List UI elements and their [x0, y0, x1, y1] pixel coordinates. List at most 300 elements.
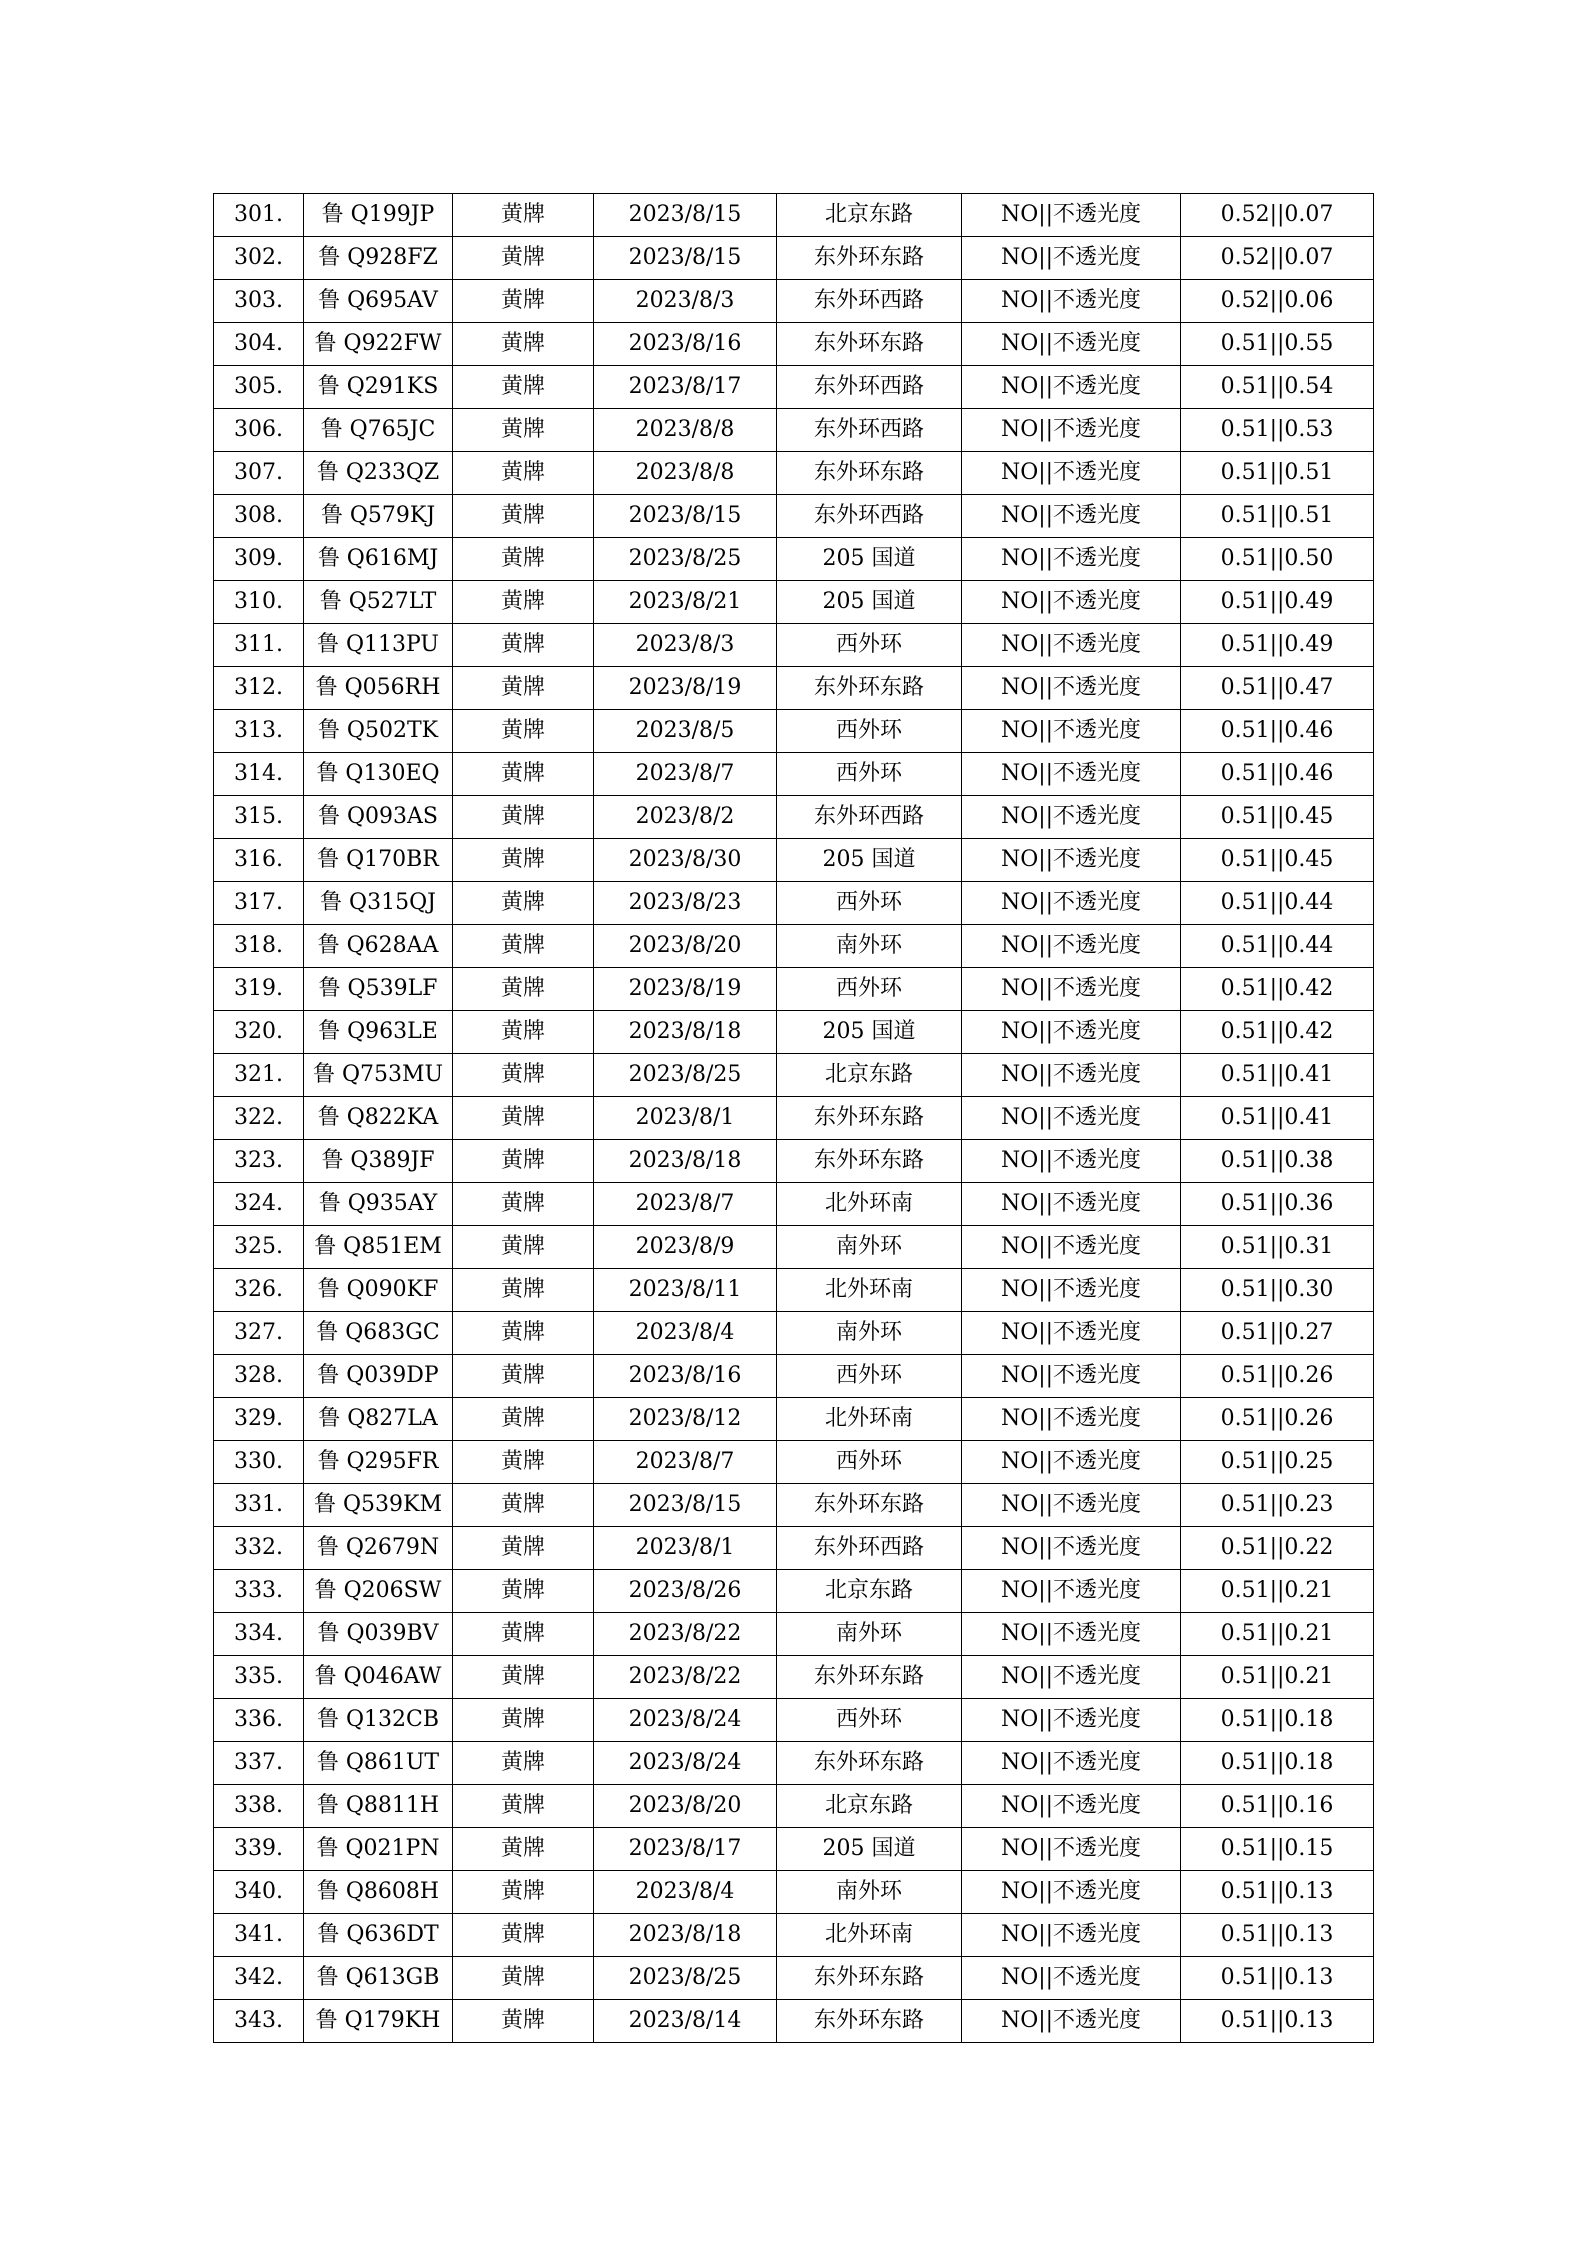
road-cell: 北外环南	[777, 1914, 962, 1957]
test-item-cell: NO||不透光度	[962, 1742, 1181, 1785]
plate-number-cell: 鲁 Q527LT	[304, 581, 453, 624]
test-item-cell: NO||不透光度	[962, 796, 1181, 839]
test-value-cell: 0.51||0.21	[1181, 1570, 1374, 1613]
road-cell: 南外环	[777, 1613, 962, 1656]
road-cell: 西外环	[777, 968, 962, 1011]
date-cell: 2023/8/4	[594, 1871, 777, 1914]
plate-number-cell: 鲁 Q315QJ	[304, 882, 453, 925]
test-value-cell: 0.51||0.53	[1181, 409, 1374, 452]
row-number-cell: 329.	[214, 1398, 304, 1441]
road-cell: 南外环	[777, 1871, 962, 1914]
table-row	[214, 538, 1374, 581]
road-cell: 北外环南	[777, 1183, 962, 1226]
table-row	[214, 796, 1374, 839]
road-cell: 东外环东路	[777, 1097, 962, 1140]
date-cell: 2023/8/9	[594, 1226, 777, 1269]
table-row	[214, 1097, 1374, 1140]
test-value-cell: 0.51||0.47	[1181, 667, 1374, 710]
plate-color-cell: 黄牌	[453, 2000, 594, 2043]
road-cell: 205 国道	[777, 538, 962, 581]
plate-color-cell: 黄牌	[453, 1097, 594, 1140]
plate-number-cell: 鲁 Q233QZ	[304, 452, 453, 495]
road-cell: 东外环东路	[777, 323, 962, 366]
plate-color-cell: 黄牌	[453, 1828, 594, 1871]
plate-number-cell: 鲁 Q765JC	[304, 409, 453, 452]
plate-number-cell: 鲁 Q090KF	[304, 1269, 453, 1312]
plate-color-cell: 黄牌	[453, 882, 594, 925]
road-cell: 205 国道	[777, 839, 962, 882]
test-value-cell: 0.51||0.21	[1181, 1613, 1374, 1656]
test-item-cell: NO||不透光度	[962, 1656, 1181, 1699]
date-cell: 2023/8/1	[594, 1527, 777, 1570]
date-cell: 2023/8/20	[594, 925, 777, 968]
row-number-cell: 336.	[214, 1699, 304, 1742]
plate-color-cell: 黄牌	[453, 1355, 594, 1398]
row-number-cell: 325.	[214, 1226, 304, 1269]
test-item-cell: NO||不透光度	[962, 968, 1181, 1011]
test-item-cell: NO||不透光度	[962, 1613, 1181, 1656]
test-item-cell: NO||不透光度	[962, 1871, 1181, 1914]
test-value-cell: 0.51||0.46	[1181, 753, 1374, 796]
date-cell: 2023/8/23	[594, 882, 777, 925]
date-cell: 2023/8/1	[594, 1097, 777, 1140]
plate-color-cell: 黄牌	[453, 452, 594, 495]
row-number-cell: 307.	[214, 452, 304, 495]
road-cell: 东外环西路	[777, 409, 962, 452]
plate-number-cell: 鲁 Q206SW	[304, 1570, 453, 1613]
row-number-cell: 309.	[214, 538, 304, 581]
table-row	[214, 968, 1374, 1011]
table-row	[214, 1613, 1374, 1656]
plate-color-cell: 黄牌	[453, 366, 594, 409]
date-cell: 2023/8/15	[594, 1484, 777, 1527]
plate-color-cell: 黄牌	[453, 1914, 594, 1957]
table-row	[214, 1484, 1374, 1527]
table-row	[214, 1656, 1374, 1699]
plate-number-cell: 鲁 Q502TK	[304, 710, 453, 753]
road-cell: 西外环	[777, 753, 962, 796]
row-number-cell: 303.	[214, 280, 304, 323]
plate-number-cell: 鲁 Q093AS	[304, 796, 453, 839]
test-value-cell: 0.51||0.41	[1181, 1054, 1374, 1097]
plate-number-cell: 鲁 Q928FZ	[304, 237, 453, 280]
test-item-cell: NO||不透光度	[962, 1527, 1181, 1570]
row-number-cell: 339.	[214, 1828, 304, 1871]
table-row	[214, 753, 1374, 796]
date-cell: 2023/8/25	[594, 538, 777, 581]
test-value-cell: 0.51||0.51	[1181, 495, 1374, 538]
test-value-cell: 0.51||0.23	[1181, 1484, 1374, 1527]
plate-color-cell: 黄牌	[453, 1140, 594, 1183]
plate-color-cell: 黄牌	[453, 1054, 594, 1097]
test-value-cell: 0.51||0.49	[1181, 624, 1374, 667]
table-row	[214, 366, 1374, 409]
plate-color-cell: 黄牌	[453, 1570, 594, 1613]
test-item-cell: NO||不透光度	[962, 495, 1181, 538]
table-row	[214, 280, 1374, 323]
test-value-cell: 0.52||0.07	[1181, 194, 1374, 237]
records-table	[213, 193, 1374, 2043]
test-value-cell: 0.51||0.41	[1181, 1097, 1374, 1140]
row-number-cell: 311.	[214, 624, 304, 667]
test-value-cell: 0.51||0.55	[1181, 323, 1374, 366]
plate-number-cell: 鲁 Q130EQ	[304, 753, 453, 796]
test-value-cell: 0.51||0.30	[1181, 1269, 1374, 1312]
date-cell: 2023/8/17	[594, 366, 777, 409]
row-number-cell: 337.	[214, 1742, 304, 1785]
test-value-cell: 0.51||0.25	[1181, 1441, 1374, 1484]
row-number-cell: 331.	[214, 1484, 304, 1527]
plate-color-cell: 黄牌	[453, 796, 594, 839]
date-cell: 2023/8/7	[594, 1441, 777, 1484]
plate-number-cell: 鲁 Q827LA	[304, 1398, 453, 1441]
table-row	[214, 1140, 1374, 1183]
row-number-cell: 312.	[214, 667, 304, 710]
test-value-cell: 0.51||0.51	[1181, 452, 1374, 495]
row-number-cell: 301.	[214, 194, 304, 237]
road-cell: 北外环南	[777, 1398, 962, 1441]
date-cell: 2023/8/30	[594, 839, 777, 882]
road-cell: 东外环东路	[777, 452, 962, 495]
records-table-body	[214, 194, 1374, 2043]
plate-color-cell: 黄牌	[453, 581, 594, 624]
road-cell: 南外环	[777, 1312, 962, 1355]
road-cell: 北京东路	[777, 1054, 962, 1097]
plate-color-cell: 黄牌	[453, 1742, 594, 1785]
date-cell: 2023/8/19	[594, 667, 777, 710]
test-item-cell: NO||不透光度	[962, 1398, 1181, 1441]
date-cell: 2023/8/18	[594, 1140, 777, 1183]
table-row	[214, 1183, 1374, 1226]
plate-color-cell: 黄牌	[453, 753, 594, 796]
test-value-cell: 0.51||0.46	[1181, 710, 1374, 753]
date-cell: 2023/8/17	[594, 1828, 777, 1871]
test-value-cell: 0.51||0.13	[1181, 1871, 1374, 1914]
test-value-cell: 0.51||0.16	[1181, 1785, 1374, 1828]
plate-color-cell: 黄牌	[453, 1785, 594, 1828]
table-row	[214, 323, 1374, 366]
plate-color-cell: 黄牌	[453, 280, 594, 323]
test-value-cell: 0.51||0.45	[1181, 796, 1374, 839]
test-value-cell: 0.51||0.26	[1181, 1398, 1374, 1441]
test-item-cell: NO||不透光度	[962, 452, 1181, 495]
date-cell: 2023/8/21	[594, 581, 777, 624]
test-item-cell: NO||不透光度	[962, 237, 1181, 280]
row-number-cell: 310.	[214, 581, 304, 624]
table-row	[214, 839, 1374, 882]
test-value-cell: 0.51||0.49	[1181, 581, 1374, 624]
test-item-cell: NO||不透光度	[962, 1570, 1181, 1613]
plate-number-cell: 鲁 Q851EM	[304, 1226, 453, 1269]
road-cell: 北外环南	[777, 1269, 962, 1312]
test-value-cell: 0.51||0.42	[1181, 968, 1374, 1011]
table-row	[214, 1312, 1374, 1355]
row-number-cell: 308.	[214, 495, 304, 538]
plate-number-cell: 鲁 Q056RH	[304, 667, 453, 710]
table-row	[214, 1914, 1374, 1957]
row-number-cell: 305.	[214, 366, 304, 409]
row-number-cell: 333.	[214, 1570, 304, 1613]
test-item-cell: NO||不透光度	[962, 1226, 1181, 1269]
date-cell: 2023/8/8	[594, 452, 777, 495]
row-number-cell: 322.	[214, 1097, 304, 1140]
test-value-cell: 0.51||0.21	[1181, 1656, 1374, 1699]
row-number-cell: 319.	[214, 968, 304, 1011]
table-row	[214, 1699, 1374, 1742]
test-value-cell: 0.51||0.13	[1181, 2000, 1374, 2043]
plate-number-cell: 鲁 Q539KM	[304, 1484, 453, 1527]
test-value-cell: 0.51||0.44	[1181, 882, 1374, 925]
plate-number-cell: 鲁 Q822KA	[304, 1097, 453, 1140]
table-row	[214, 1226, 1374, 1269]
test-value-cell: 0.51||0.15	[1181, 1828, 1374, 1871]
date-cell: 2023/8/5	[594, 710, 777, 753]
plate-number-cell: 鲁 Q039DP	[304, 1355, 453, 1398]
plate-number-cell: 鲁 Q613GB	[304, 1957, 453, 2000]
test-item-cell: NO||不透光度	[962, 839, 1181, 882]
plate-color-cell: 黄牌	[453, 1441, 594, 1484]
test-item-cell: NO||不透光度	[962, 882, 1181, 925]
date-cell: 2023/8/18	[594, 1914, 777, 1957]
table-row	[214, 925, 1374, 968]
date-cell: 2023/8/4	[594, 1312, 777, 1355]
plate-color-cell: 黄牌	[453, 1656, 594, 1699]
date-cell: 2023/8/24	[594, 1742, 777, 1785]
date-cell: 2023/8/3	[594, 280, 777, 323]
row-number-cell: 304.	[214, 323, 304, 366]
row-number-cell: 323.	[214, 1140, 304, 1183]
plate-color-cell: 黄牌	[453, 1398, 594, 1441]
plate-number-cell: 鲁 Q021PN	[304, 1828, 453, 1871]
plate-number-cell: 鲁 Q2679N	[304, 1527, 453, 1570]
table-row	[214, 495, 1374, 538]
table-row	[214, 194, 1374, 237]
plate-number-cell: 鲁 Q132CB	[304, 1699, 453, 1742]
test-value-cell: 0.51||0.38	[1181, 1140, 1374, 1183]
date-cell: 2023/8/18	[594, 1011, 777, 1054]
road-cell: 东外环东路	[777, 237, 962, 280]
date-cell: 2023/8/3	[594, 624, 777, 667]
row-number-cell: 316.	[214, 839, 304, 882]
plate-number-cell: 鲁 Q963LE	[304, 1011, 453, 1054]
date-cell: 2023/8/11	[594, 1269, 777, 1312]
test-item-cell: NO||不透光度	[962, 1140, 1181, 1183]
road-cell: 西外环	[777, 1699, 962, 1742]
test-item-cell: NO||不透光度	[962, 753, 1181, 796]
row-number-cell: 335.	[214, 1656, 304, 1699]
test-value-cell: 0.51||0.45	[1181, 839, 1374, 882]
plate-number-cell: 鲁 Q8608H	[304, 1871, 453, 1914]
plate-color-cell: 黄牌	[453, 1871, 594, 1914]
date-cell: 2023/8/19	[594, 968, 777, 1011]
test-item-cell: NO||不透光度	[962, 2000, 1181, 2043]
table-row	[214, 2000, 1374, 2043]
row-number-cell: 340.	[214, 1871, 304, 1914]
test-item-cell: NO||不透光度	[962, 1355, 1181, 1398]
plate-color-cell: 黄牌	[453, 710, 594, 753]
road-cell: 东外环西路	[777, 1527, 962, 1570]
date-cell: 2023/8/26	[594, 1570, 777, 1613]
table-row	[214, 1957, 1374, 2000]
plate-number-cell: 鲁 Q389JF	[304, 1140, 453, 1183]
date-cell: 2023/8/22	[594, 1613, 777, 1656]
table-row	[214, 1871, 1374, 1914]
table-row	[214, 581, 1374, 624]
test-item-cell: NO||不透光度	[962, 1011, 1181, 1054]
table-row	[214, 1054, 1374, 1097]
test-item-cell: NO||不透光度	[962, 1828, 1181, 1871]
test-item-cell: NO||不透光度	[962, 1957, 1181, 2000]
test-item-cell: NO||不透光度	[962, 1054, 1181, 1097]
date-cell: 2023/8/12	[594, 1398, 777, 1441]
plate-color-cell: 黄牌	[453, 1527, 594, 1570]
plate-color-cell: 黄牌	[453, 1484, 594, 1527]
plate-number-cell: 鲁 Q935AY	[304, 1183, 453, 1226]
road-cell: 205 国道	[777, 1828, 962, 1871]
test-value-cell: 0.51||0.44	[1181, 925, 1374, 968]
plate-number-cell: 鲁 Q579KJ	[304, 495, 453, 538]
road-cell: 东外环东路	[777, 1140, 962, 1183]
road-cell: 东外环西路	[777, 796, 962, 839]
row-number-cell: 320.	[214, 1011, 304, 1054]
plate-color-cell: 黄牌	[453, 968, 594, 1011]
road-cell: 东外环东路	[777, 1742, 962, 1785]
test-value-cell: 0.51||0.36	[1181, 1183, 1374, 1226]
test-value-cell: 0.51||0.18	[1181, 1699, 1374, 1742]
road-cell: 东外环东路	[777, 1957, 962, 2000]
date-cell: 2023/8/7	[594, 1183, 777, 1226]
row-number-cell: 321.	[214, 1054, 304, 1097]
test-value-cell: 0.51||0.26	[1181, 1355, 1374, 1398]
row-number-cell: 332.	[214, 1527, 304, 1570]
plate-number-cell: 鲁 Q628AA	[304, 925, 453, 968]
date-cell: 2023/8/15	[594, 194, 777, 237]
table-row	[214, 667, 1374, 710]
road-cell: 北京东路	[777, 1570, 962, 1613]
test-value-cell: 0.51||0.27	[1181, 1312, 1374, 1355]
road-cell: 南外环	[777, 925, 962, 968]
road-cell: 南外环	[777, 1226, 962, 1269]
road-cell: 北京东路	[777, 1785, 962, 1828]
test-item-cell: NO||不透光度	[962, 323, 1181, 366]
row-number-cell: 324.	[214, 1183, 304, 1226]
plate-color-cell: 黄牌	[453, 1613, 594, 1656]
road-cell: 东外环西路	[777, 280, 962, 323]
road-cell: 西外环	[777, 624, 962, 667]
plate-number-cell: 鲁 Q8811H	[304, 1785, 453, 1828]
plate-number-cell: 鲁 Q922FW	[304, 323, 453, 366]
plate-color-cell: 黄牌	[453, 323, 594, 366]
test-item-cell: NO||不透光度	[962, 194, 1181, 237]
row-number-cell: 318.	[214, 925, 304, 968]
test-item-cell: NO||不透光度	[962, 581, 1181, 624]
test-item-cell: NO||不透光度	[962, 925, 1181, 968]
test-item-cell: NO||不透光度	[962, 667, 1181, 710]
plate-number-cell: 鲁 Q636DT	[304, 1914, 453, 1957]
row-number-cell: 334.	[214, 1613, 304, 1656]
road-cell: 东外环东路	[777, 667, 962, 710]
plate-number-cell: 鲁 Q539LF	[304, 968, 453, 1011]
test-item-cell: NO||不透光度	[962, 1699, 1181, 1742]
date-cell: 2023/8/14	[594, 2000, 777, 2043]
test-item-cell: NO||不透光度	[962, 1785, 1181, 1828]
plate-color-cell: 黄牌	[453, 1312, 594, 1355]
table-row	[214, 409, 1374, 452]
plate-number-cell: 鲁 Q170BR	[304, 839, 453, 882]
plate-number-cell: 鲁 Q616MJ	[304, 538, 453, 581]
test-value-cell: 0.51||0.54	[1181, 366, 1374, 409]
table-row	[214, 237, 1374, 280]
road-cell: 205 国道	[777, 581, 962, 624]
plate-number-cell: 鲁 Q753MU	[304, 1054, 453, 1097]
table-row	[214, 1269, 1374, 1312]
plate-number-cell: 鲁 Q046AW	[304, 1656, 453, 1699]
row-number-cell: 315.	[214, 796, 304, 839]
table-row	[214, 624, 1374, 667]
row-number-cell: 341.	[214, 1914, 304, 1957]
test-item-cell: NO||不透光度	[962, 1914, 1181, 1957]
row-number-cell: 338.	[214, 1785, 304, 1828]
test-item-cell: NO||不透光度	[962, 710, 1181, 753]
road-cell: 东外环东路	[777, 1656, 962, 1699]
plate-color-cell: 黄牌	[453, 237, 594, 280]
table-row	[214, 1828, 1374, 1871]
date-cell: 2023/8/24	[594, 1699, 777, 1742]
table-row	[214, 1570, 1374, 1613]
table-row	[214, 1785, 1374, 1828]
plate-number-cell: 鲁 Q295FR	[304, 1441, 453, 1484]
table-row	[214, 710, 1374, 753]
row-number-cell: 317.	[214, 882, 304, 925]
date-cell: 2023/8/25	[594, 1054, 777, 1097]
test-item-cell: NO||不透光度	[962, 1097, 1181, 1140]
table-row	[214, 1742, 1374, 1785]
road-cell: 东外环西路	[777, 495, 962, 538]
plate-color-cell: 黄牌	[453, 194, 594, 237]
table-row	[214, 1441, 1374, 1484]
plate-color-cell: 黄牌	[453, 1957, 594, 2000]
road-cell: 西外环	[777, 1355, 962, 1398]
plate-color-cell: 黄牌	[453, 624, 594, 667]
road-cell: 西外环	[777, 882, 962, 925]
date-cell: 2023/8/15	[594, 495, 777, 538]
test-item-cell: NO||不透光度	[962, 1441, 1181, 1484]
plate-color-cell: 黄牌	[453, 1226, 594, 1269]
table-row	[214, 1011, 1374, 1054]
road-cell: 东外环东路	[777, 1484, 962, 1527]
test-item-cell: NO||不透光度	[962, 538, 1181, 581]
date-cell: 2023/8/20	[594, 1785, 777, 1828]
date-cell: 2023/8/8	[594, 409, 777, 452]
plate-color-cell: 黄牌	[453, 495, 594, 538]
row-number-cell: 328.	[214, 1355, 304, 1398]
test-value-cell: 0.52||0.07	[1181, 237, 1374, 280]
date-cell: 2023/8/7	[594, 753, 777, 796]
date-cell: 2023/8/16	[594, 1355, 777, 1398]
date-cell: 2023/8/15	[594, 237, 777, 280]
table-row	[214, 1398, 1374, 1441]
road-cell: 东外环西路	[777, 366, 962, 409]
row-number-cell: 342.	[214, 1957, 304, 2000]
test-value-cell: 0.51||0.13	[1181, 1957, 1374, 2000]
test-item-cell: NO||不透光度	[962, 1312, 1181, 1355]
date-cell: 2023/8/16	[594, 323, 777, 366]
plate-number-cell: 鲁 Q861UT	[304, 1742, 453, 1785]
row-number-cell: 314.	[214, 753, 304, 796]
plate-number-cell: 鲁 Q113PU	[304, 624, 453, 667]
row-number-cell: 326.	[214, 1269, 304, 1312]
plate-color-cell: 黄牌	[453, 925, 594, 968]
